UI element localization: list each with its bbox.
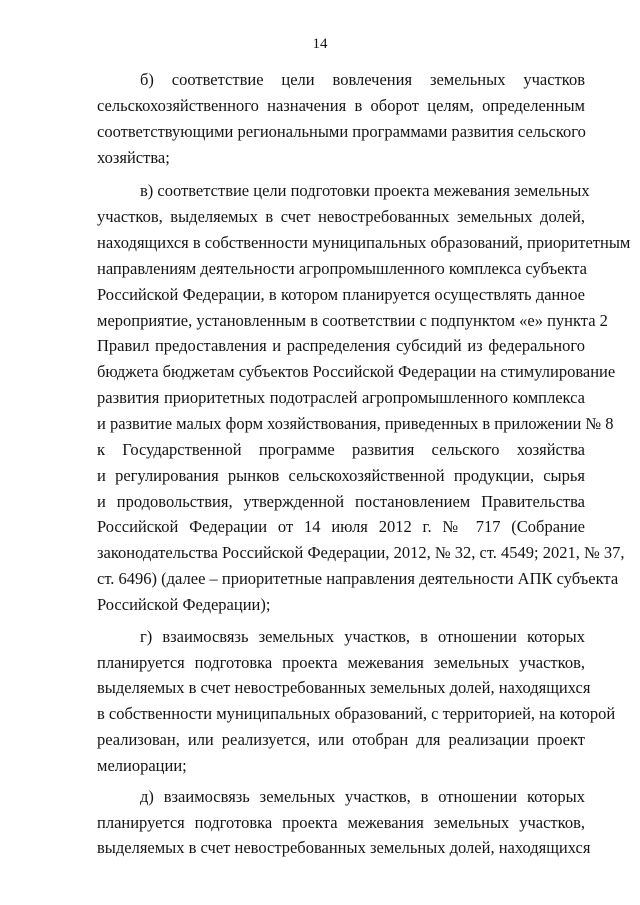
text-line: Российской Федерации от 14 июля 2012 г. № 717 (Собрание — [97, 517, 585, 537]
text-line: бюджета бюджетам субъектов Российской Федерации на стимулирование — [97, 362, 616, 382]
text-line: в) соответствие цели подготовки проекта межевания земельных — [140, 181, 590, 201]
text-line: выделяемых в счет невостребованных земельных долей, находящихся — [97, 838, 591, 858]
text-line: сельскохозяйственного назначения в оборот целям, определенным — [97, 95, 585, 115]
paragraph-g — [97, 624, 616, 779]
document-body — [97, 67, 631, 871]
text-line: направлениям деятельности агропромышленного комплекса субъекта — [97, 258, 587, 278]
text-line: реализован, или реализуется, или отобран для реализации проект — [97, 730, 585, 750]
text-line: Правил предоставления и распределения субсидий из федерального — [97, 336, 585, 356]
text-line: в собственности муниципальных образований, с территорией, на которой — [97, 704, 616, 724]
text-line: и регулирования рынков сельскохозяйственной продукции, сырья — [97, 465, 585, 485]
text-line: б) соответствие цели вовлечения земельных участков — [140, 70, 585, 89]
text-line: г) взаимосвязь земельных участков, в отношении которых — [140, 626, 585, 646]
text-line: планируется подготовка проекта межевания земельных участков, — [97, 812, 585, 832]
text-line: Российской Федерации); — [97, 594, 271, 614]
text-line: выделяемых в счет невостребованных земельных долей, находящихся — [97, 678, 591, 698]
paragraph-d — [97, 784, 591, 862]
page-number: 14 — [312, 36, 328, 52]
text-line: мероприятие, установленным в соответствии с подпунктом «е» пункта 2 — [97, 310, 608, 330]
text-line: и развитие малых форм хозяйствования, приведенных в приложении № 8 — [97, 413, 614, 433]
paragraph-b — [97, 67, 585, 170]
text-line: развития приоритетных подотраслей агропромышленного комплекса — [97, 388, 585, 408]
text-line: Российской Федерации, в котором планируется осуществлять данное — [97, 284, 585, 304]
text-line: планируется подготовка проекта межевания земельных участков, — [97, 652, 585, 672]
text-line: хозяйства; — [97, 147, 170, 167]
text-line: соответствующими региональными программами развития сельского — [97, 121, 586, 141]
paragraph-v — [97, 178, 631, 617]
text-line: находящихся в собственности муниципальных образований, приоритетным — [97, 233, 631, 253]
text-line: д) взаимосвязь земельных участков, в отношении которых — [140, 786, 585, 806]
text-line: и продовольствия, утвержденной постановлением Правительства — [97, 491, 585, 511]
text-line: участков, выделяемых в счет невостребованных земельных долей, — [97, 207, 585, 227]
text-line: законодательства Российской Федерации, 2012, № 32, ст. 4549; 2021, № 37, — [97, 543, 625, 563]
text-line: ст. 6496) (далее – приоритетные направления деятельности АПК субъекта — [97, 569, 619, 589]
text-line: мелиорации; — [97, 755, 187, 775]
text-line: к Государственной программе развития сельского хозяйства — [97, 439, 585, 459]
